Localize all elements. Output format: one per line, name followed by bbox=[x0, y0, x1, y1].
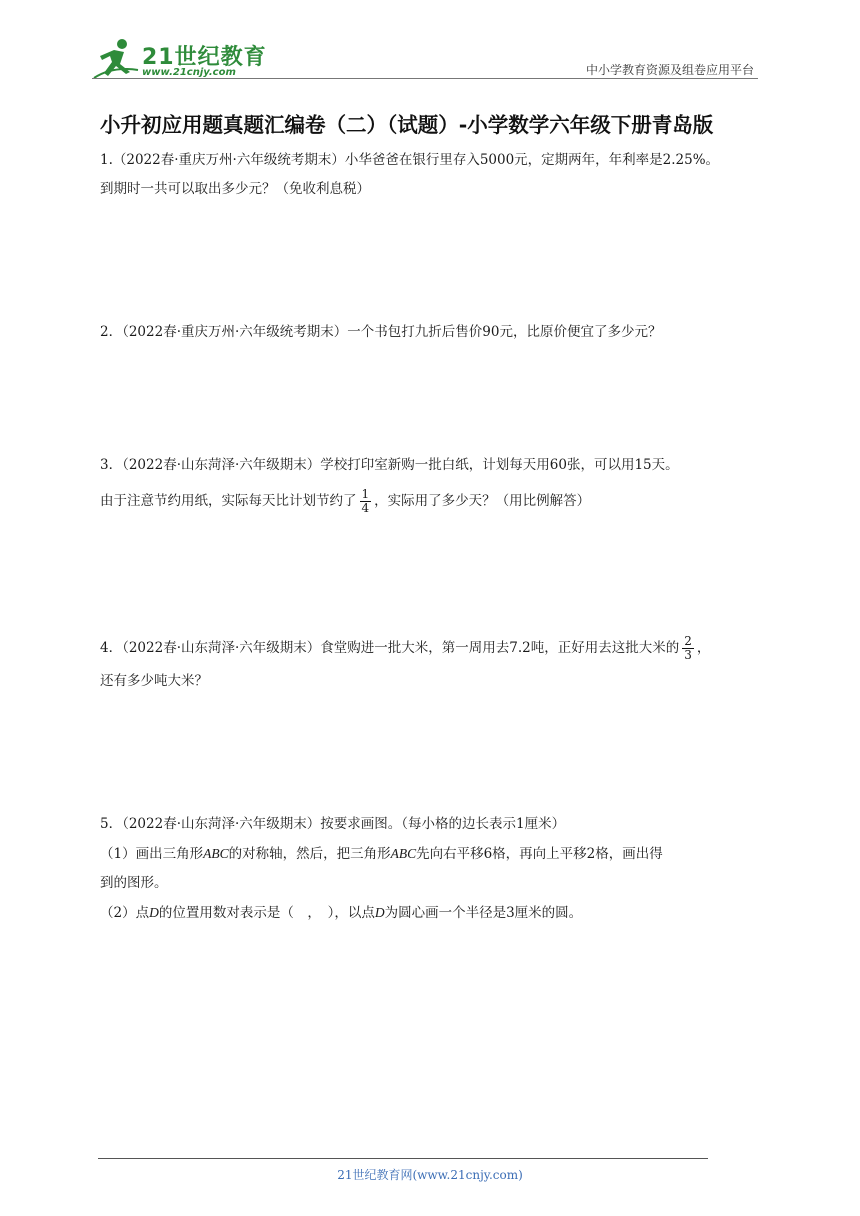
question-1 bbox=[100, 146, 762, 204]
question-4-line-2: 还有多少吨大米？ bbox=[100, 673, 208, 689]
site-logo[interactable] bbox=[92, 36, 267, 80]
footer-divider bbox=[98, 1158, 708, 1159]
question-2-line-1: 2．（2022春·重庆万州·六年级统考期末）一个书包打九折后售价90元，比原价便宜了多少元？ bbox=[100, 324, 662, 340]
point-label: D bbox=[374, 905, 385, 920]
sub1-text-b: 的对称轴，然后，把三角形 bbox=[228, 846, 391, 862]
sub1-text-a: （1）画出三角形 bbox=[100, 846, 204, 862]
sub2-text-a: （2）点 bbox=[100, 905, 150, 921]
question-4-text-a: 4．（2022春·山东菏泽·六年级期末）食堂购进一批大米，第一周用去7.2吨，正好用去这批大米的 bbox=[100, 640, 680, 656]
fraction-denominator: 3 bbox=[684, 648, 692, 662]
question-4-text-b: ， bbox=[696, 640, 711, 656]
fraction-denominator: 4 bbox=[361, 501, 370, 515]
fraction-numerator: 1 bbox=[361, 487, 370, 501]
question-3 bbox=[100, 451, 762, 516]
triangle-label: ABC bbox=[203, 846, 229, 861]
sub2-text-b: 的位置用数对表示是（ ， ），以点 bbox=[158, 905, 375, 921]
fraction-numerator: 2 bbox=[684, 634, 692, 648]
platform-tagline: 中小学教育资源及组卷应用平台 bbox=[585, 63, 754, 77]
point-label: D bbox=[149, 905, 159, 920]
sub2-text-c: 为圆心画一个半径是3厘米的圆。 bbox=[384, 905, 583, 921]
question-4 bbox=[100, 634, 762, 696]
fraction-two-thirds bbox=[682, 635, 694, 662]
question-1-line-1: 1.（2022春·重庆万州·六年级统考期末）小华爸爸在银行里存入5000元，定期两年，年利率是2.25%。 bbox=[100, 152, 720, 168]
page-title: 小升初应用题真题汇编卷（二）（试题）-小学数学六年级下册青岛版 bbox=[100, 113, 714, 137]
question-3-text-b: ，实际用了多少天？（用比例解答） bbox=[374, 493, 591, 509]
question-2 bbox=[100, 318, 762, 347]
triangle-label: ABC bbox=[390, 846, 417, 861]
question-5-sub-1-line-2: 到的图形。 bbox=[100, 875, 168, 891]
question-5-line-1: 5．（2022春·山东菏泽·六年级期末）按要求画图。（每小格的边长表示1厘米） bbox=[100, 816, 566, 832]
footer-link[interactable]: 21世纪教育网(www.21cnjy.com) bbox=[337, 1168, 523, 1182]
question-5 bbox=[100, 810, 762, 928]
question-3-text-a: 由于注意节约用纸，实际每天比计划节约了 bbox=[100, 493, 357, 509]
sub1-text-c: 先向右平移6格，再向上平移2格，画出得 bbox=[416, 846, 663, 862]
question-3-line-1: 3．（2022春·山东菏泽·六年级期末）学校打印室新购一批白纸，计划每天用60张，可以用15天。 bbox=[100, 457, 679, 473]
question-5-sub-2 bbox=[100, 898, 762, 928]
fraction-one-quarter bbox=[360, 488, 372, 515]
question-3-line-2 bbox=[100, 487, 762, 516]
header-divider bbox=[92, 78, 758, 79]
logo-brand: 21世纪教育 bbox=[142, 45, 267, 70]
question-4-line-1 bbox=[100, 634, 762, 663]
runner-logo-icon bbox=[92, 36, 140, 80]
page-header bbox=[92, 28, 758, 80]
question-1-line-2: 到期时一共可以取出多少元？（免收利息税） bbox=[100, 181, 370, 197]
logo-url: www.21cnjy.com bbox=[142, 67, 236, 78]
question-5-sub-1 bbox=[100, 839, 762, 869]
